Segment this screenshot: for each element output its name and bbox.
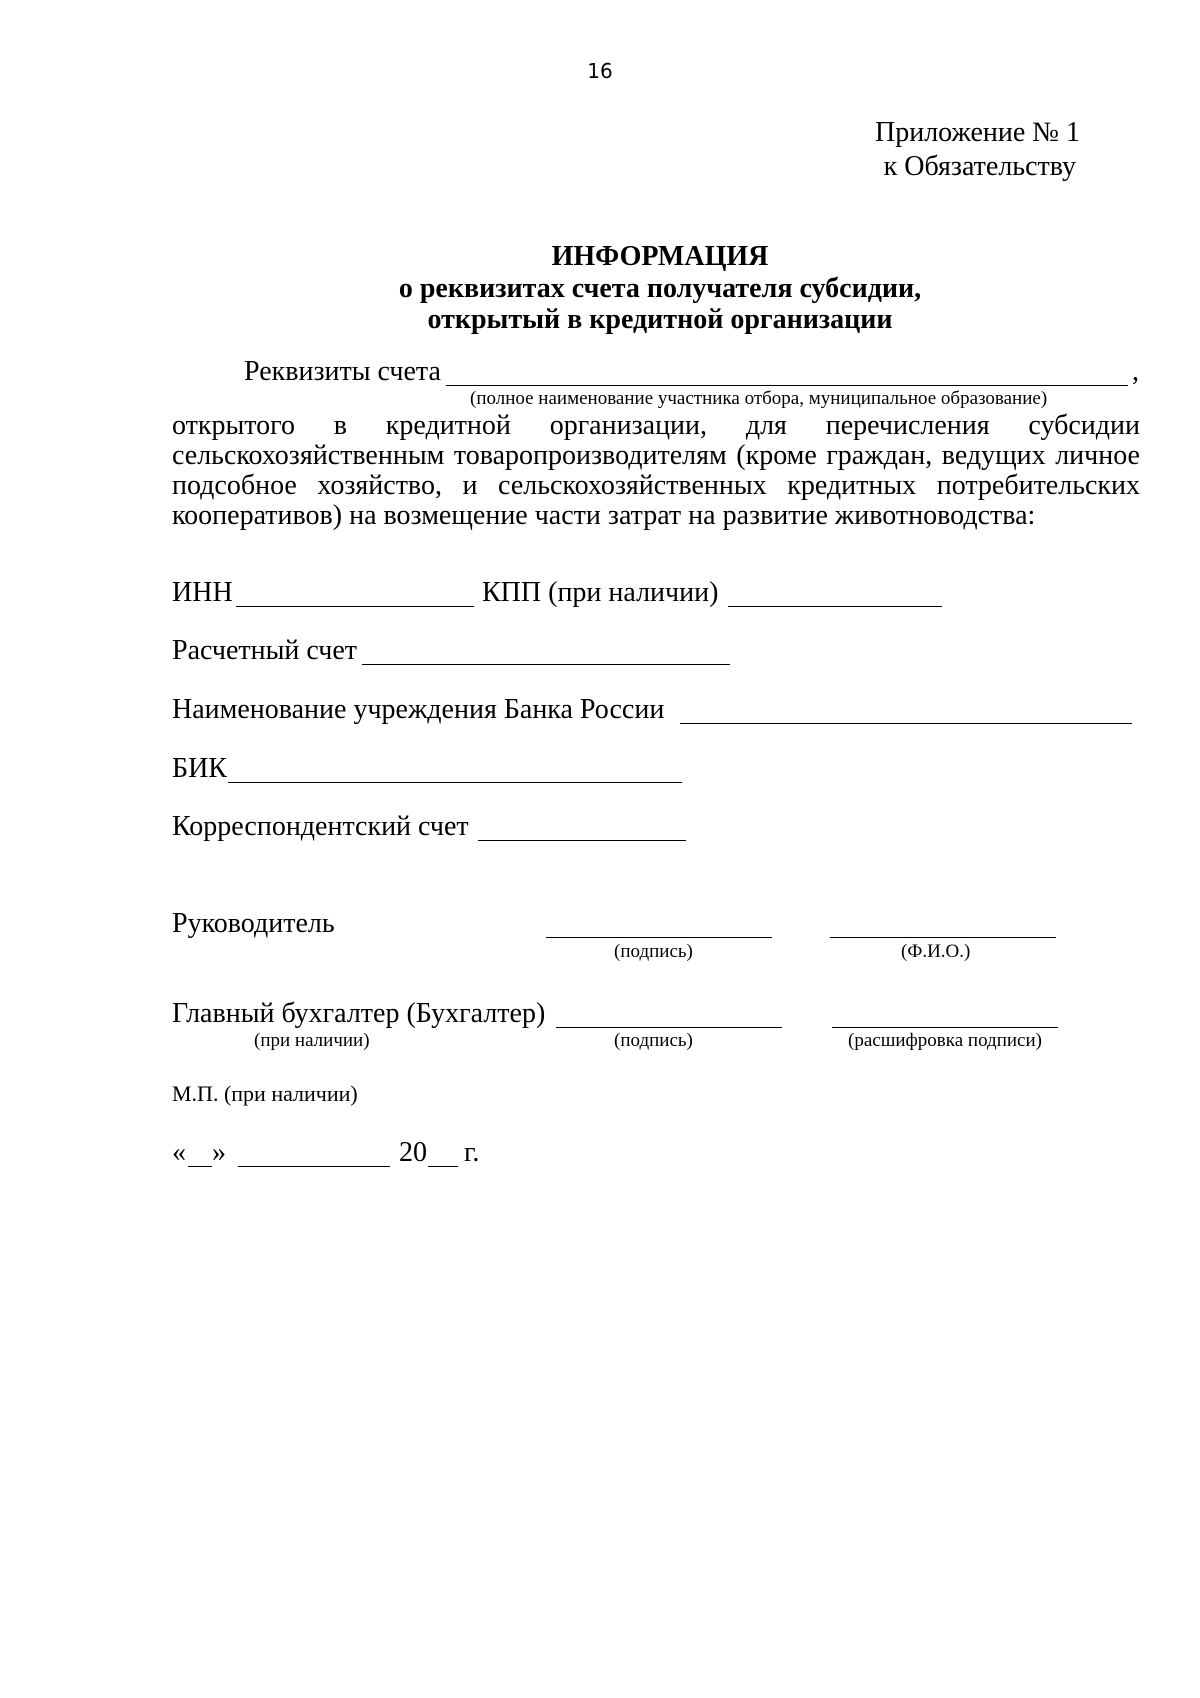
accountant-name-caption: (расшифровка подписи) — [848, 1030, 1042, 1051]
accountant-label: Главный бухгалтер (Бухгалтер) — [172, 998, 546, 1029]
account-details-label: Реквизиты счета — [244, 356, 441, 387]
stamp-label: М.П. (при наличии) — [172, 1081, 358, 1106]
bank-name-field-line[interactable] — [680, 722, 1132, 724]
inn-label: ИНН — [172, 577, 233, 608]
intro-line-3: подсобное хозяйство, и сельскохозяйственных кредитных потребительских — [172, 470, 1140, 501]
intro-line-1: открытого в кредитной организации, для перечисления субсидии — [172, 410, 1140, 441]
bik-field-line[interactable] — [228, 781, 682, 783]
participant-name-caption: (полное наименование участника отбора, муниципальное образование) — [470, 388, 1048, 409]
date-year-line[interactable] — [428, 1165, 458, 1167]
account-label: Расчетный счет — [172, 635, 358, 666]
document-title: ИНФОРМАЦИЯ — [551, 241, 769, 272]
date-close-quote: » — [212, 1137, 226, 1168]
corr-account-label: Корреспондентский счет — [172, 811, 469, 842]
head-name-caption: (Ф.И.О.) — [901, 941, 971, 962]
accountant-name-line[interactable] — [832, 1026, 1058, 1028]
trailing-comma: , — [1132, 356, 1139, 387]
head-signature-caption: (подпись) — [614, 941, 693, 962]
bank-name-label: Наименование учреждения Банка России — [172, 694, 665, 725]
corr-account-field-line[interactable] — [478, 839, 686, 841]
date-day-line[interactable] — [188, 1165, 212, 1167]
account-field-line[interactable] — [362, 663, 730, 665]
accountant-note: (при наличии) — [254, 1030, 370, 1051]
intro-line-4: кооперативов) на возмещение части затрат на развитие животноводства: — [172, 500, 1036, 531]
date-open-quote: « — [172, 1137, 186, 1168]
date-month-line[interactable] — [238, 1165, 390, 1167]
document-subtitle-1: о реквизитах счета получателя субсидии, — [398, 273, 922, 304]
date-year-prefix: 20 — [399, 1137, 427, 1168]
head-signature-line[interactable] — [546, 936, 772, 938]
kpp-label: КПП (при наличии) — [482, 577, 719, 608]
participant-name-line[interactable] — [446, 384, 1128, 386]
bik-label: БИК — [172, 753, 227, 784]
page-number: 16 — [587, 59, 613, 83]
document-subtitle-2: открытый в кредитной организации — [427, 304, 893, 335]
kpp-field-line[interactable] — [728, 605, 942, 607]
accountant-signature-line[interactable] — [556, 1026, 782, 1028]
appendix-line-1: Приложение № 1 — [875, 117, 1080, 148]
intro-line-2: сельскохозяйственным товаропроизводителям (кроме граждан, ведущих личное — [172, 440, 1140, 471]
head-name-line[interactable] — [830, 936, 1056, 938]
inn-field-line[interactable] — [236, 605, 474, 607]
head-label: Руководитель — [172, 908, 335, 939]
date-year-suffix: г. — [464, 1137, 480, 1168]
accountant-signature-caption: (подпись) — [614, 1030, 693, 1051]
appendix-line-2: к Обязательству — [883, 151, 1076, 182]
